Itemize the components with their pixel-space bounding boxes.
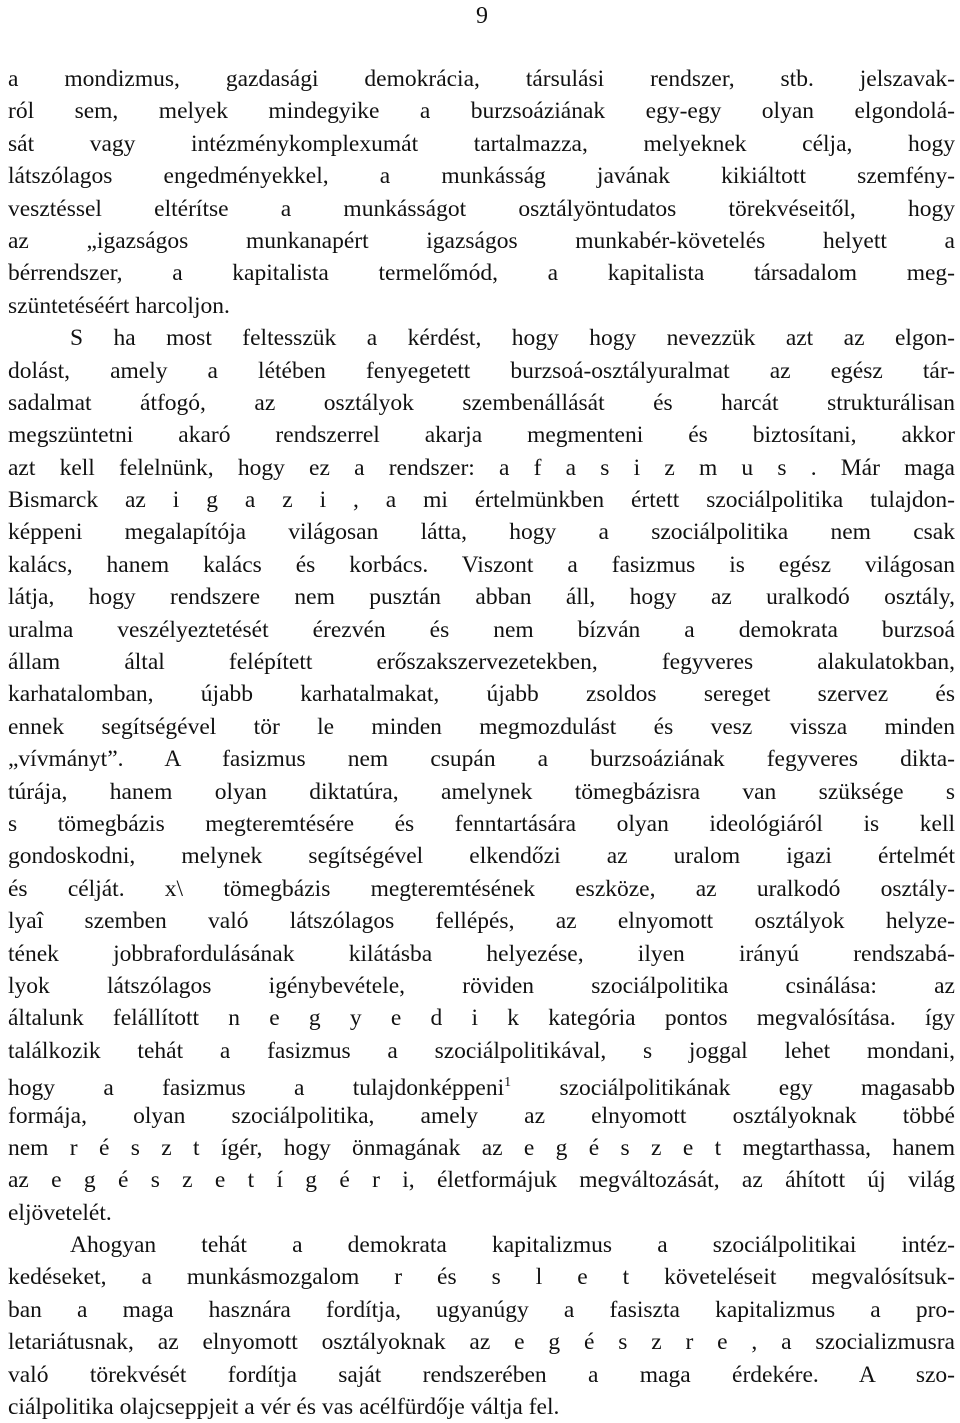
text-line: bérrendszer, a kapitalista termelőmód, a kapitalista társadalom meg- [8, 260, 955, 287]
text-line: találkozik tehát a fasizmus a szociálpolitikával, s joggal lehet mondani, [8, 1037, 955, 1064]
text-line: lyaî szemben való látszólagos fellépés, az elnyomott osztályok helyze- [8, 908, 955, 935]
text-line: nem r é s z t ígér, hogy önmagának az e g é s z e t megtarthassa, hanem [8, 1134, 955, 1161]
text-line: hogy a fasizmus a tulajdonképpeni$^1$ szociálpolitikának egy magasabb [8, 1074, 955, 1100]
text-line: általunk felállított n e g y e d i k kategória pontos megvalósítása. így [8, 1005, 955, 1032]
text-line: s tömegbázis megteremtésére és fenntartására olyan ideológiáról is kell [8, 810, 955, 837]
text-line: az „igazságos munkanapért igazságos munkabér-követelés helyett a [8, 227, 955, 254]
text-line: Ahogyan tehát a demokrata kapitalizmus a szociálpolitikai intéz- [70, 1232, 955, 1259]
text-line: szüntetéséért harcoljon. [8, 292, 230, 319]
text-line: látszólagos engedményekkel, a munkásság javának kikiáltott szemfény- [8, 163, 955, 190]
text-line: formája, olyan szociálpolitika, amely az elnyomott osztályoknak többé [8, 1102, 955, 1129]
text-line: vesztéssel eltérítse a munkásságot osztályöntudatos törekvéseitől, hogy [8, 195, 955, 222]
text-line: letariátusnak, az elnyomott osztályoknak az e g é s z r e , a szocializmusra [8, 1329, 955, 1356]
text-line: ról sem, melyek mindegyike a burzsoáziának egy-egy olyan elgondolá- [8, 98, 955, 125]
text-line: Bismarck az i g a z i , a mi értelmünkben értett szociálpolitika tulajdon- [8, 487, 955, 514]
text-line: ennek segítségével tör le minden megmozdulást és vesz vissza minden [8, 713, 955, 740]
text-line: az e g é s z e t í g é r i, életformájuk megváltozását, az áhított új világ [8, 1167, 955, 1194]
text-line: gondoskodni, melynek segítségével elkendőzi az uralom igazi értelmét [8, 843, 955, 870]
text-line: túrája, hanem olyan diktatúra, amelynek tömegbázisra van szüksége s [8, 778, 955, 805]
text-line: képpeni megalapítója világosan látta, hogy a szociálpolitika nem csak [8, 519, 955, 546]
text-line: karhatalomban, újabb karhatalmakat, újabb zsoldos sereget szervez és [8, 681, 955, 708]
text-line: állam által felépített erőszakszervezetekben, fegyveres alakulatokban, [8, 649, 955, 676]
text-line: ciálpolitika olajcseppjeit a vér és vas acélfürdője váltja fel. [8, 1394, 560, 1421]
text-line: uralma veszélyeztetését érezvén és nem bízván a demokrata burzsoá [8, 616, 955, 643]
text-line: sadalmat átfogó, az osztályok szembenállását és harcát strukturálisan [8, 389, 955, 416]
text-line: a mondizmus, gazdasági demokrácia, társulási rendszer, stb. jelszavak- [8, 66, 955, 92]
text-line: kedéseket, a munkásmozgalom r és s l e t követeléseit megvalósítsuk- [8, 1264, 955, 1291]
text-line: lyok látszólagos igénybevétele, röviden szociálpolitika csinálása: az [8, 972, 955, 999]
text-line: azt kell felelnünk, hogy ez a rendszer: a f a s i z m u s . Már maga [8, 454, 955, 481]
text-line: tének jobbrafordulásának kilátásba helyezése, ilyen irányú rendszabá- [8, 940, 955, 967]
page-number: 9 [476, 3, 488, 29]
text-line: dolást, amely a létében fenyegetett burzsoá-osztályuralmat az egész tár- [8, 357, 955, 384]
text-line: kalács, hanem kalács és korbács. Viszont a fasizmus is egész világosan [8, 551, 955, 578]
text-line: S ha most feltesszük a kérdést, hogy hogy nevezzük azt az elgon- [70, 325, 955, 352]
text-line: látja, hogy rendszere nem pusztán abban áll, hogy az uralkodó osztály, [8, 584, 955, 611]
text-line: ban a maga hasznára fordítja, ugyanúgy a fasiszta kapitalizmus a pro- [8, 1296, 955, 1323]
text-line: eljövetelét. [8, 1199, 112, 1226]
footnote-marker: 1 [504, 1075, 512, 1091]
text-line: és célját. x\ tömegbázis megteremtésének eszköze, az uralkodó osztály- [8, 875, 955, 902]
text-line: sát vagy intézménykomplexumát tartalmazza, melyeknek célja, hogy [8, 130, 955, 157]
text-line: „vívmányt”. A fasizmus nem csupán a burzsoáziának fegyveres dikta- [8, 746, 955, 773]
body-text [8, 63, 955, 1423]
text-line: való törekvését fordítja saját rendszerében a maga érdekére. A szo- [8, 1361, 955, 1388]
text-line: megszüntetni akaró rendszerrel akarja megmenteni és biztosítani, akkor [8, 422, 955, 449]
